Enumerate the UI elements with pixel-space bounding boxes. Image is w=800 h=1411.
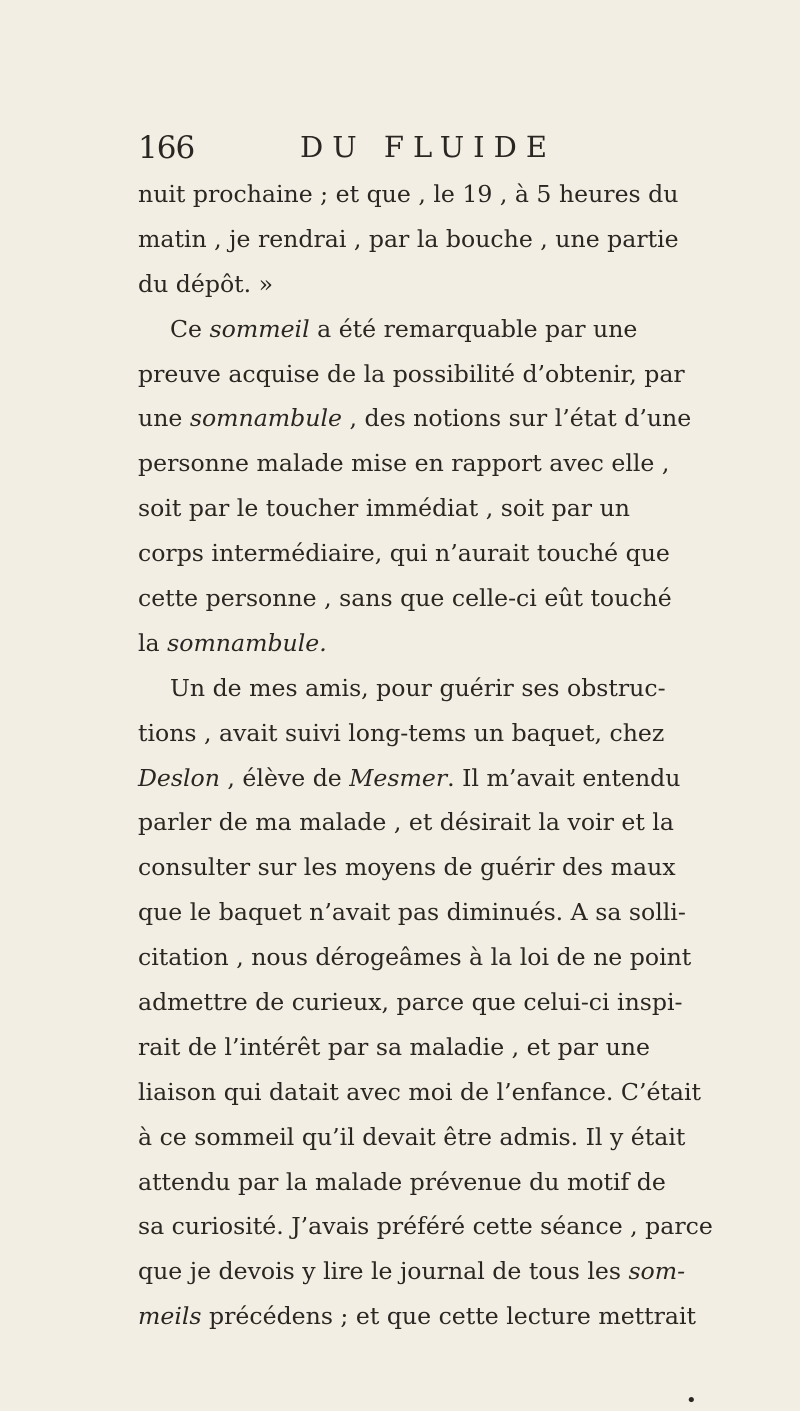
text-line: corps intermédiaire, qui n’aurait touché que xyxy=(138,539,670,568)
text-line: Ce sommeil a été remarquable par une xyxy=(170,314,638,343)
text-line: à ce sommeil qu’il devait être admis. Il y était xyxy=(138,1122,686,1151)
running-title: DU FLUIDE xyxy=(300,130,557,164)
text-line: personne malade mise en rapport avec elle , xyxy=(138,449,670,478)
text-line: parler de ma malade , et désirait la voir et la xyxy=(138,808,674,837)
text-line: Un de mes amis, pour guérir ses obstruc- xyxy=(170,673,666,702)
text-line: tions , avait suivi long-tems un baquet, chez xyxy=(138,718,665,747)
text-line: que le baquet n’avait pas diminués. A sa solli- xyxy=(138,898,686,927)
text-line: meils précédens ; et que cette lecture mettrait xyxy=(138,1302,697,1331)
text-line: admettre de curieux, parce que celui-ci inspi- xyxy=(138,988,683,1017)
page-header xyxy=(138,130,613,170)
italic-term: somnambule xyxy=(189,404,342,433)
text-line: du dépôt. » xyxy=(138,269,274,298)
text-line: preuve acquise de la possibilité d’obtenir, par xyxy=(138,359,685,388)
text-line: cette personne , sans que celle-ci eût touché xyxy=(138,584,672,613)
italic-term: sommeil xyxy=(209,314,310,343)
ink-mark: • xyxy=(686,1390,697,1411)
italic-term: somnambule. xyxy=(167,628,327,657)
text-line: une somnambule , des notions sur l’état d’une xyxy=(138,404,692,433)
italic-name: Mesmer xyxy=(349,763,448,792)
text-line: la somnambule. xyxy=(138,628,327,657)
text-line: rait de l’intérêt par sa maladie , et par une xyxy=(138,1032,650,1061)
italic-term: som- xyxy=(628,1257,686,1286)
page-number: 166 xyxy=(138,130,195,166)
text-line: citation , nous dérogeâmes à la loi de ne point xyxy=(138,943,692,972)
text-line: liaison qui datait avec moi de l’enfance. C’était xyxy=(138,1077,702,1106)
text-line: consulter sur les moyens de guérir des maux xyxy=(138,853,676,882)
text-line: matin , je rendrai , par la bouche , une partie xyxy=(138,224,679,253)
text-line: que je devois y lire le journal de tous les som- xyxy=(138,1257,686,1286)
italic-term: meils xyxy=(138,1302,202,1331)
text-line: Deslon , élève de Mesmer. Il m’avait entendu xyxy=(138,763,681,792)
text-line: attendu par la malade prévenue du motif de xyxy=(138,1167,666,1196)
text-line: nuit prochaine ; et que , le 19 , à 5 heures du xyxy=(138,180,679,208)
text-line: sa curiosité. J’avais préféré cette séance , parce xyxy=(138,1212,713,1241)
italic-name: Deslon xyxy=(138,763,220,792)
body-text xyxy=(138,172,713,1339)
text-line: soit par le toucher immédiat , soit par un xyxy=(138,494,630,523)
